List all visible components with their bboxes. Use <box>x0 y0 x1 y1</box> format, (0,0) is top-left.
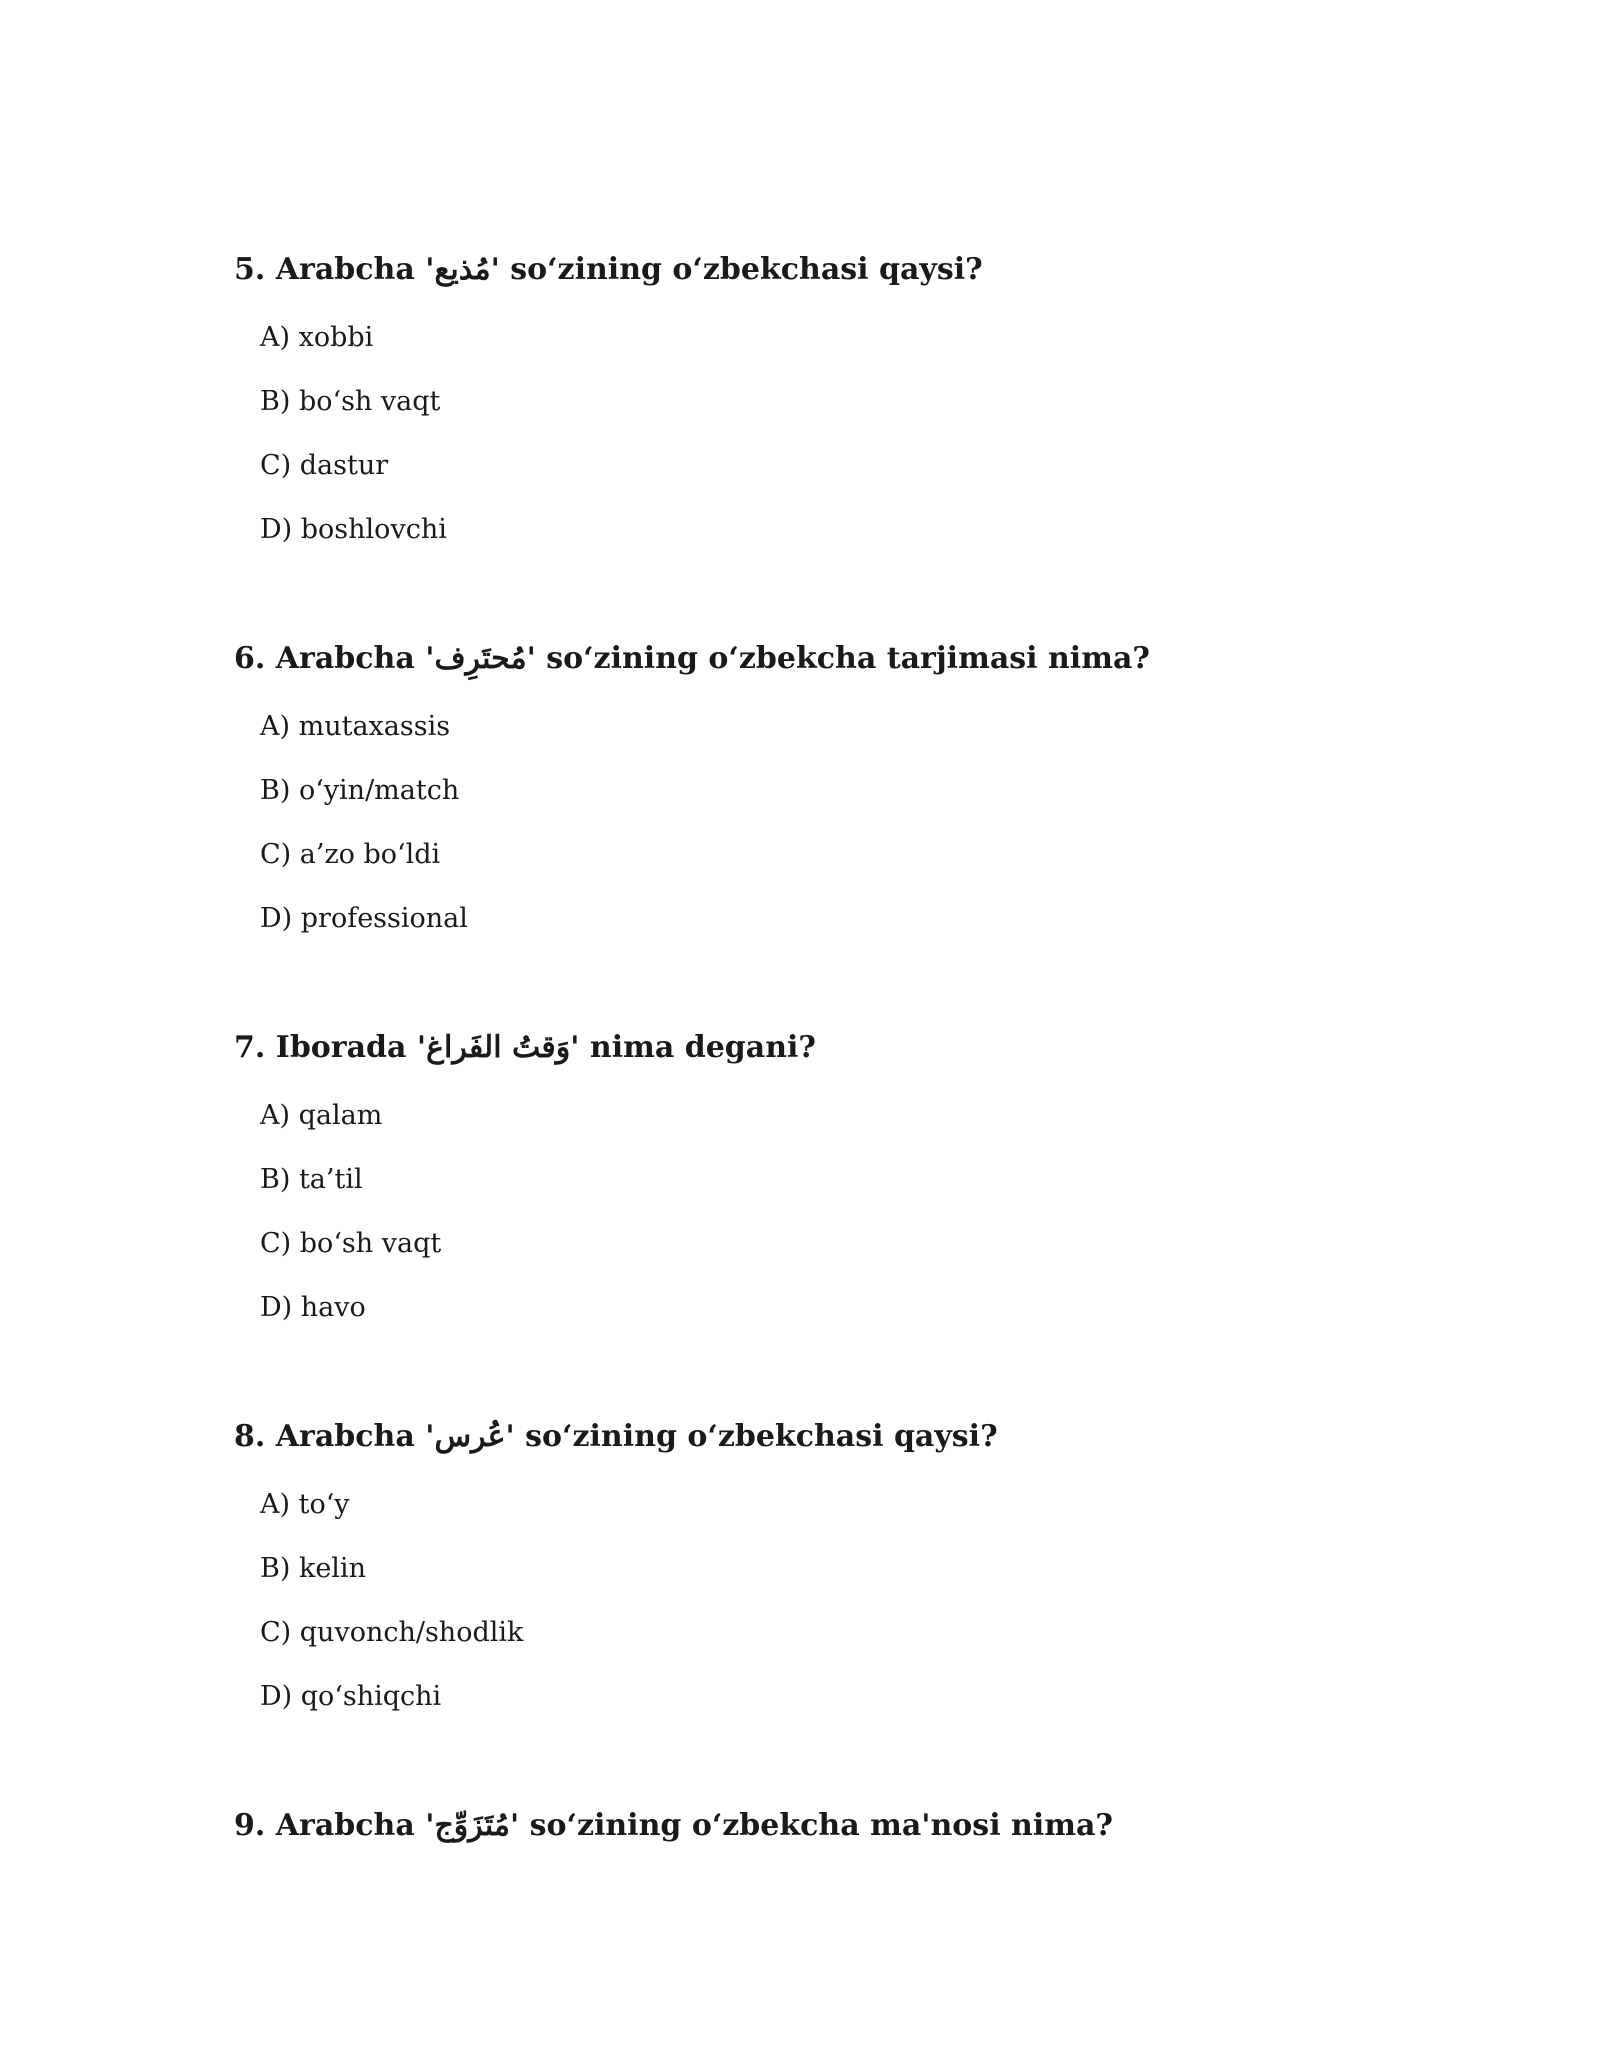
question-prefix: Arabcha ' <box>275 1419 435 1454</box>
option-a: A) mutaxassis <box>260 711 451 742</box>
answer-options <box>234 709 1434 937</box>
answer-options <box>234 1098 1434 1326</box>
question-number: 6. <box>234 641 266 676</box>
question-suffix: ' nima degani? <box>570 1030 816 1065</box>
question-title <box>234 1806 1434 1846</box>
option-c: C) bo‘sh vaqt <box>260 1228 442 1259</box>
option-b: B) ta’til <box>260 1164 363 1195</box>
question-suffix: ' so‘zining o‘zbekchasi qaysi? <box>490 252 983 287</box>
option-b: B) kelin <box>260 1553 366 1584</box>
option-b: B) bo‘sh vaqt <box>260 386 441 417</box>
question-number: 7. <box>234 1030 266 1065</box>
option-d: D) boshlovchi <box>260 514 447 545</box>
question-title <box>234 250 1434 290</box>
question-title <box>234 1417 1434 1457</box>
option-a: A) to‘y <box>260 1489 350 1520</box>
answer-options <box>234 320 1434 548</box>
question-7 <box>234 1028 1434 1326</box>
question-5 <box>234 250 1434 548</box>
question-prefix: Arabcha ' <box>275 252 435 287</box>
arabic-word: مُحتَرِف <box>434 641 527 676</box>
question-suffix: ' so‘zining o‘zbekcha ma'nosi nima? <box>509 1808 1114 1843</box>
question-number: 5. <box>234 252 266 287</box>
option-a: A) xobbi <box>260 322 374 353</box>
option-d: D) havo <box>260 1292 366 1323</box>
option-c: C) a’zo bo‘ldi <box>260 839 441 870</box>
option-d: D) qo‘shiqchi <box>260 1681 442 1712</box>
question-prefix: Arabcha ' <box>275 641 435 676</box>
question-9 <box>234 1806 1434 1846</box>
question-prefix: Iborada ' <box>275 1030 427 1065</box>
arabic-phrase: وَقتُ الفَراغ <box>426 1030 571 1065</box>
arabic-word: مُذيع <box>434 252 491 287</box>
option-d: D) professional <box>260 903 468 934</box>
question-number: 9. <box>234 1808 266 1843</box>
arabic-word: عُرس <box>434 1419 506 1454</box>
question-prefix: Arabcha ' <box>275 1808 435 1843</box>
option-c: C) quvonch/shodlik <box>260 1617 524 1648</box>
arabic-word: مُتَزَوِّج <box>434 1808 510 1843</box>
question-suffix: ' so‘zining o‘zbekcha tarjimasi nima? <box>526 641 1150 676</box>
question-number: 8. <box>234 1419 266 1454</box>
option-a: A) qalam <box>260 1100 383 1131</box>
question-6 <box>234 639 1434 937</box>
answer-options <box>234 1487 1434 1715</box>
question-title <box>234 1028 1434 1068</box>
option-b: B) o‘yin/match <box>260 775 460 806</box>
question-title <box>234 639 1434 679</box>
option-c: C) dastur <box>260 450 389 481</box>
question-8 <box>234 1417 1434 1715</box>
question-suffix: ' so‘zining o‘zbekchasi qaysi? <box>505 1419 998 1454</box>
